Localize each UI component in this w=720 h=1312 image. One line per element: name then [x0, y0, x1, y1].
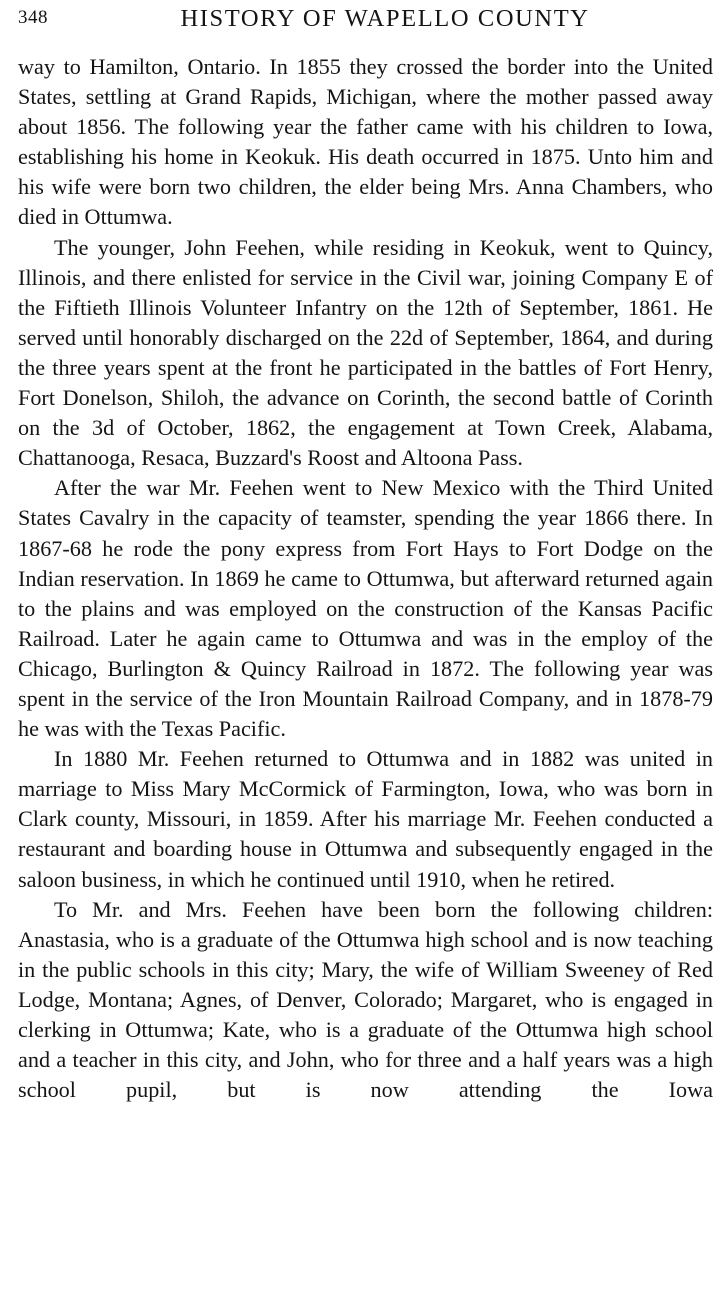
page-number: 348: [18, 7, 48, 28]
paragraph-continued: way to Hamilton, Ontario. In 1855 they crossed the border into the United States, settling at Grand Rapids, Michigan, where the mother passed away about 1856. The following year the father came with his children to Iowa, establishing his home in Keokuk. His death occurred in 1875. Unto him and his wife were born two children, the elder being Mrs. Anna Chambers, who died in Ottumwa.: [18, 54, 713, 230]
paragraph-children: To Mr. and Mrs. Feehen have been born the following children: Anastasia, who is a graduate of the Ottumwa high school and is now teaching in the public schools in this city; Mary, the wife of William Sweeney of Red Lodge, Montana; Agnes, of Denver, Colorado; Margaret, who is engaged in clerking in Ottumwa; Kate, who is a graduate of the Ottumwa high school and a teacher in this city, and John, who for three and a half years was a high school pupil, but is now attending the Iowa: [18, 896, 713, 1103]
running-head: HISTORY OF WAPELLO COUNTY: [180, 5, 590, 32]
body-text: [18, 52, 713, 1105]
paragraph-john-feehen-war-service: The younger, John Feehen, while residing in Keokuk, went to Quincy, Illinois, and there enlisted for service in the Civil war, joining Company E of the Fiftieth Illinois Volunteer Infantry on the 12th of September, 1861. He served until honorably discharged on the 22d of September, 1864, and during the three years spent at the front he participated in the battles of Fort Henry, Fort Donelson, Shiloh, the advance on Corinth, the second battle of Corinth on the 3d of October, 1862, the engagement at Town Creek, Alabama, Chattanooga, Resaca, Buzzard's Roost and Altoona Pass.: [18, 234, 713, 471]
paragraph-marriage: In 1880 Mr. Feehen returned to Ottumwa and in 1882 was united in marriage to Miss Mary McCormick of Farmington, Iowa, who was born in Clark county, Missouri, in 1859. After his marriage Mr. Feehen conducted a restaurant and boarding house in Ottumwa and subsequently engaged in the saloon business, in which he continued until 1910, when he retired.: [18, 746, 713, 892]
page-header: [18, 5, 712, 37]
paragraph-after-the-war: After the war Mr. Feehen went to New Mexico with the Third United States Cavalry in the capacity of teamster, spending the year 1866 there. In 1867-68 he rode the pony express from Fort Hays to Fort Dodge on the Indian reservation. In 1869 he came to Ottumwa, but afterward returned again to the plains and was employed on the construction of the Kansas Pacific Railroad. Later he again came to Ottumwa and was in the employ of the Chicago, Burlington & Quincy Railroad in 1872. The following year was spent in the service of the Iron Mountain Railroad Company, and in 1878-79 he was with the Texas Pacific.: [18, 475, 713, 742]
